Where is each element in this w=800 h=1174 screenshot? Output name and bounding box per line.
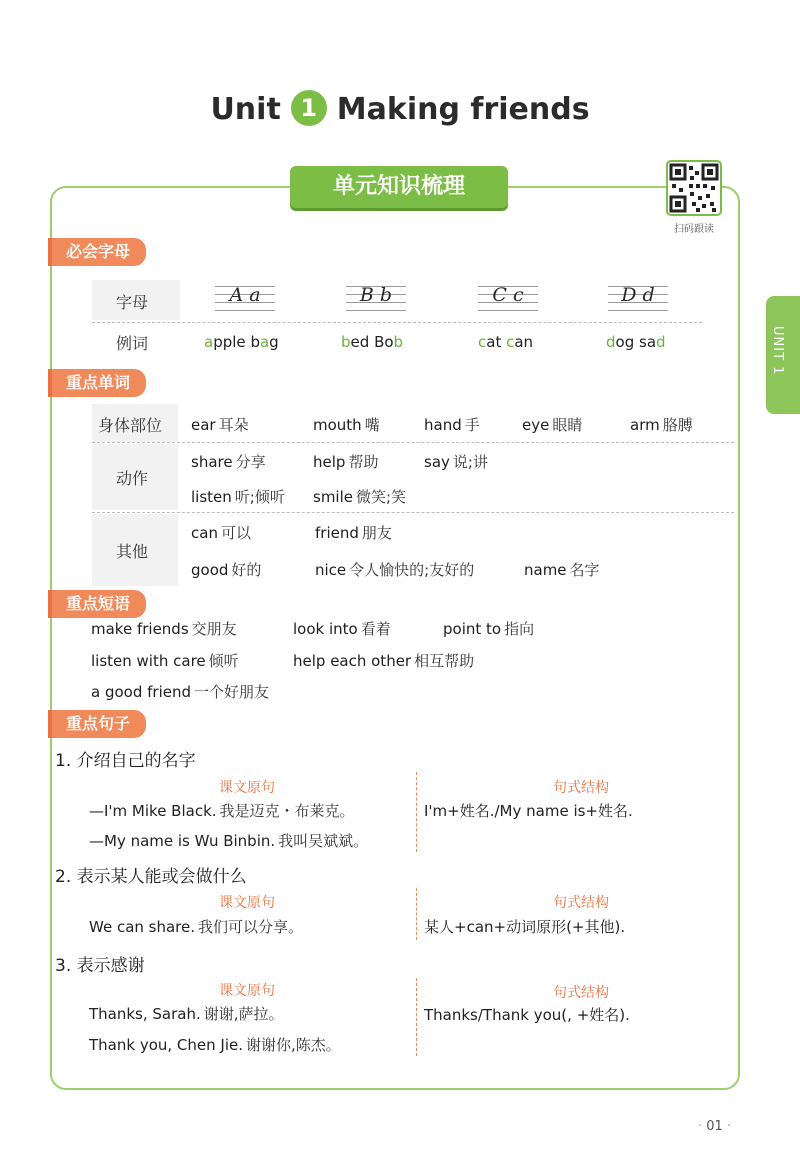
column-divider <box>416 772 417 852</box>
word-item: friend 朋友 <box>315 524 392 542</box>
page-number: · 01 · <box>698 1119 732 1134</box>
phrase-item: listen with care 倾听 <box>91 652 239 670</box>
qr-code-icon <box>668 162 720 214</box>
divider <box>92 512 734 513</box>
letter-b-glyph: B b <box>359 284 393 306</box>
phrase-item: help each other 相互帮助 <box>293 652 475 670</box>
sentence-line: Thank you, Chen Jie. 谢谢你,陈杰。 <box>89 1036 341 1054</box>
original-sentence-head: 课文原句 <box>219 983 275 999</box>
unit-side-tab[interactable] <box>766 296 800 414</box>
section-sentences-heading: 重点句子 <box>52 710 146 738</box>
sentence-structure: I'm+姓名./My name is+姓名. <box>424 802 633 820</box>
section-banner: 单元知识梳理 <box>290 166 508 208</box>
sentence-line: —My name is Wu Binbin. 我叫吴斌斌。 <box>89 832 369 850</box>
word-item: share 分享 <box>191 453 266 471</box>
unit-number-badge: 1 <box>291 90 327 126</box>
sentence-group-heading: 1. 介绍自己的名字 <box>55 751 196 771</box>
body-parts-label: 身体部位 <box>98 416 163 435</box>
sentence-line: Thanks, Sarah. 谢谢,萨拉。 <box>89 1005 284 1023</box>
word-item: ear 耳朵 <box>191 416 249 434</box>
original-sentence-head: 课文原句 <box>219 780 275 796</box>
divider <box>92 442 734 443</box>
other-label: 其他 <box>116 542 149 561</box>
word-item: name 名字 <box>524 561 600 579</box>
example-words-c: cat can <box>478 333 534 351</box>
word-item: mouth 嘴 <box>313 416 380 434</box>
structure-head: 句式结构 <box>553 895 609 911</box>
section-words-heading: 重点单词 <box>52 369 146 397</box>
example-words-a: apple bag <box>204 333 279 351</box>
unit-title <box>0 92 800 129</box>
original-sentence-head: 课文原句 <box>219 895 275 911</box>
letters-row-label: 字母 <box>116 293 149 312</box>
example-words-b: bed Bob <box>341 333 404 351</box>
qr-caption: 扫码跟读 <box>674 224 714 235</box>
phrase-item: make friends 交朋友 <box>91 620 237 638</box>
word-item: nice 令人愉快的;友好的 <box>315 561 475 579</box>
letter-a-glyph: A a <box>229 284 261 306</box>
word-item: say 说;讲 <box>424 453 488 471</box>
column-divider <box>416 888 417 940</box>
letter-grid-d <box>608 284 668 312</box>
divider <box>92 322 702 323</box>
unit-title-text: Making friends <box>336 92 590 127</box>
phrase-item: point to 指向 <box>443 620 535 638</box>
structure-head: 句式结构 <box>553 780 609 796</box>
phrase-item: look into 看着 <box>293 620 391 638</box>
column-divider <box>416 978 417 1056</box>
unit-title-prefix: Unit <box>210 92 281 127</box>
sentence-structure: Thanks/Thank you(, +姓名). <box>424 1006 630 1024</box>
qr-code[interactable] <box>666 160 722 216</box>
letter-c-glyph: C c <box>492 284 524 306</box>
sentence-group-heading: 2. 表示某人能或会做什么 <box>55 867 247 887</box>
sentence-group-heading: 3. 表示感谢 <box>55 956 145 976</box>
letter-grid-c <box>478 284 538 312</box>
example-words-d: dog sad <box>606 333 666 351</box>
structure-head: 句式结构 <box>553 985 609 1001</box>
side-tab-label: UNIT 1 <box>770 326 785 376</box>
section-letters-heading: 必会字母 <box>52 238 146 266</box>
word-item: listen 听;倾听 <box>191 488 285 506</box>
letter-d-glyph: D d <box>621 284 655 306</box>
sentence-line: We can share. 我们可以分享。 <box>89 918 304 936</box>
word-item: can 可以 <box>191 524 251 542</box>
word-item: smile 微笑;笑 <box>313 488 407 506</box>
letter-grid-a <box>215 284 275 312</box>
letter-grid-b <box>346 284 406 312</box>
word-item: good 好的 <box>191 561 262 579</box>
section-phrases-heading: 重点短语 <box>52 590 146 618</box>
sentence-line: —I'm Mike Black. 我是迈克・布莱克。 <box>89 802 355 820</box>
sentence-structure: 某人+can+动词原形(+其他). <box>424 918 626 936</box>
action-label: 动作 <box>116 469 149 488</box>
word-item: eye 眼睛 <box>522 416 583 434</box>
example-words-row-label: 例词 <box>116 334 149 353</box>
word-item: hand 手 <box>424 416 480 434</box>
phrase-item: a good friend 一个好朋友 <box>91 683 270 701</box>
word-item: arm 胳膊 <box>630 416 693 434</box>
word-item: help 帮助 <box>313 453 379 471</box>
